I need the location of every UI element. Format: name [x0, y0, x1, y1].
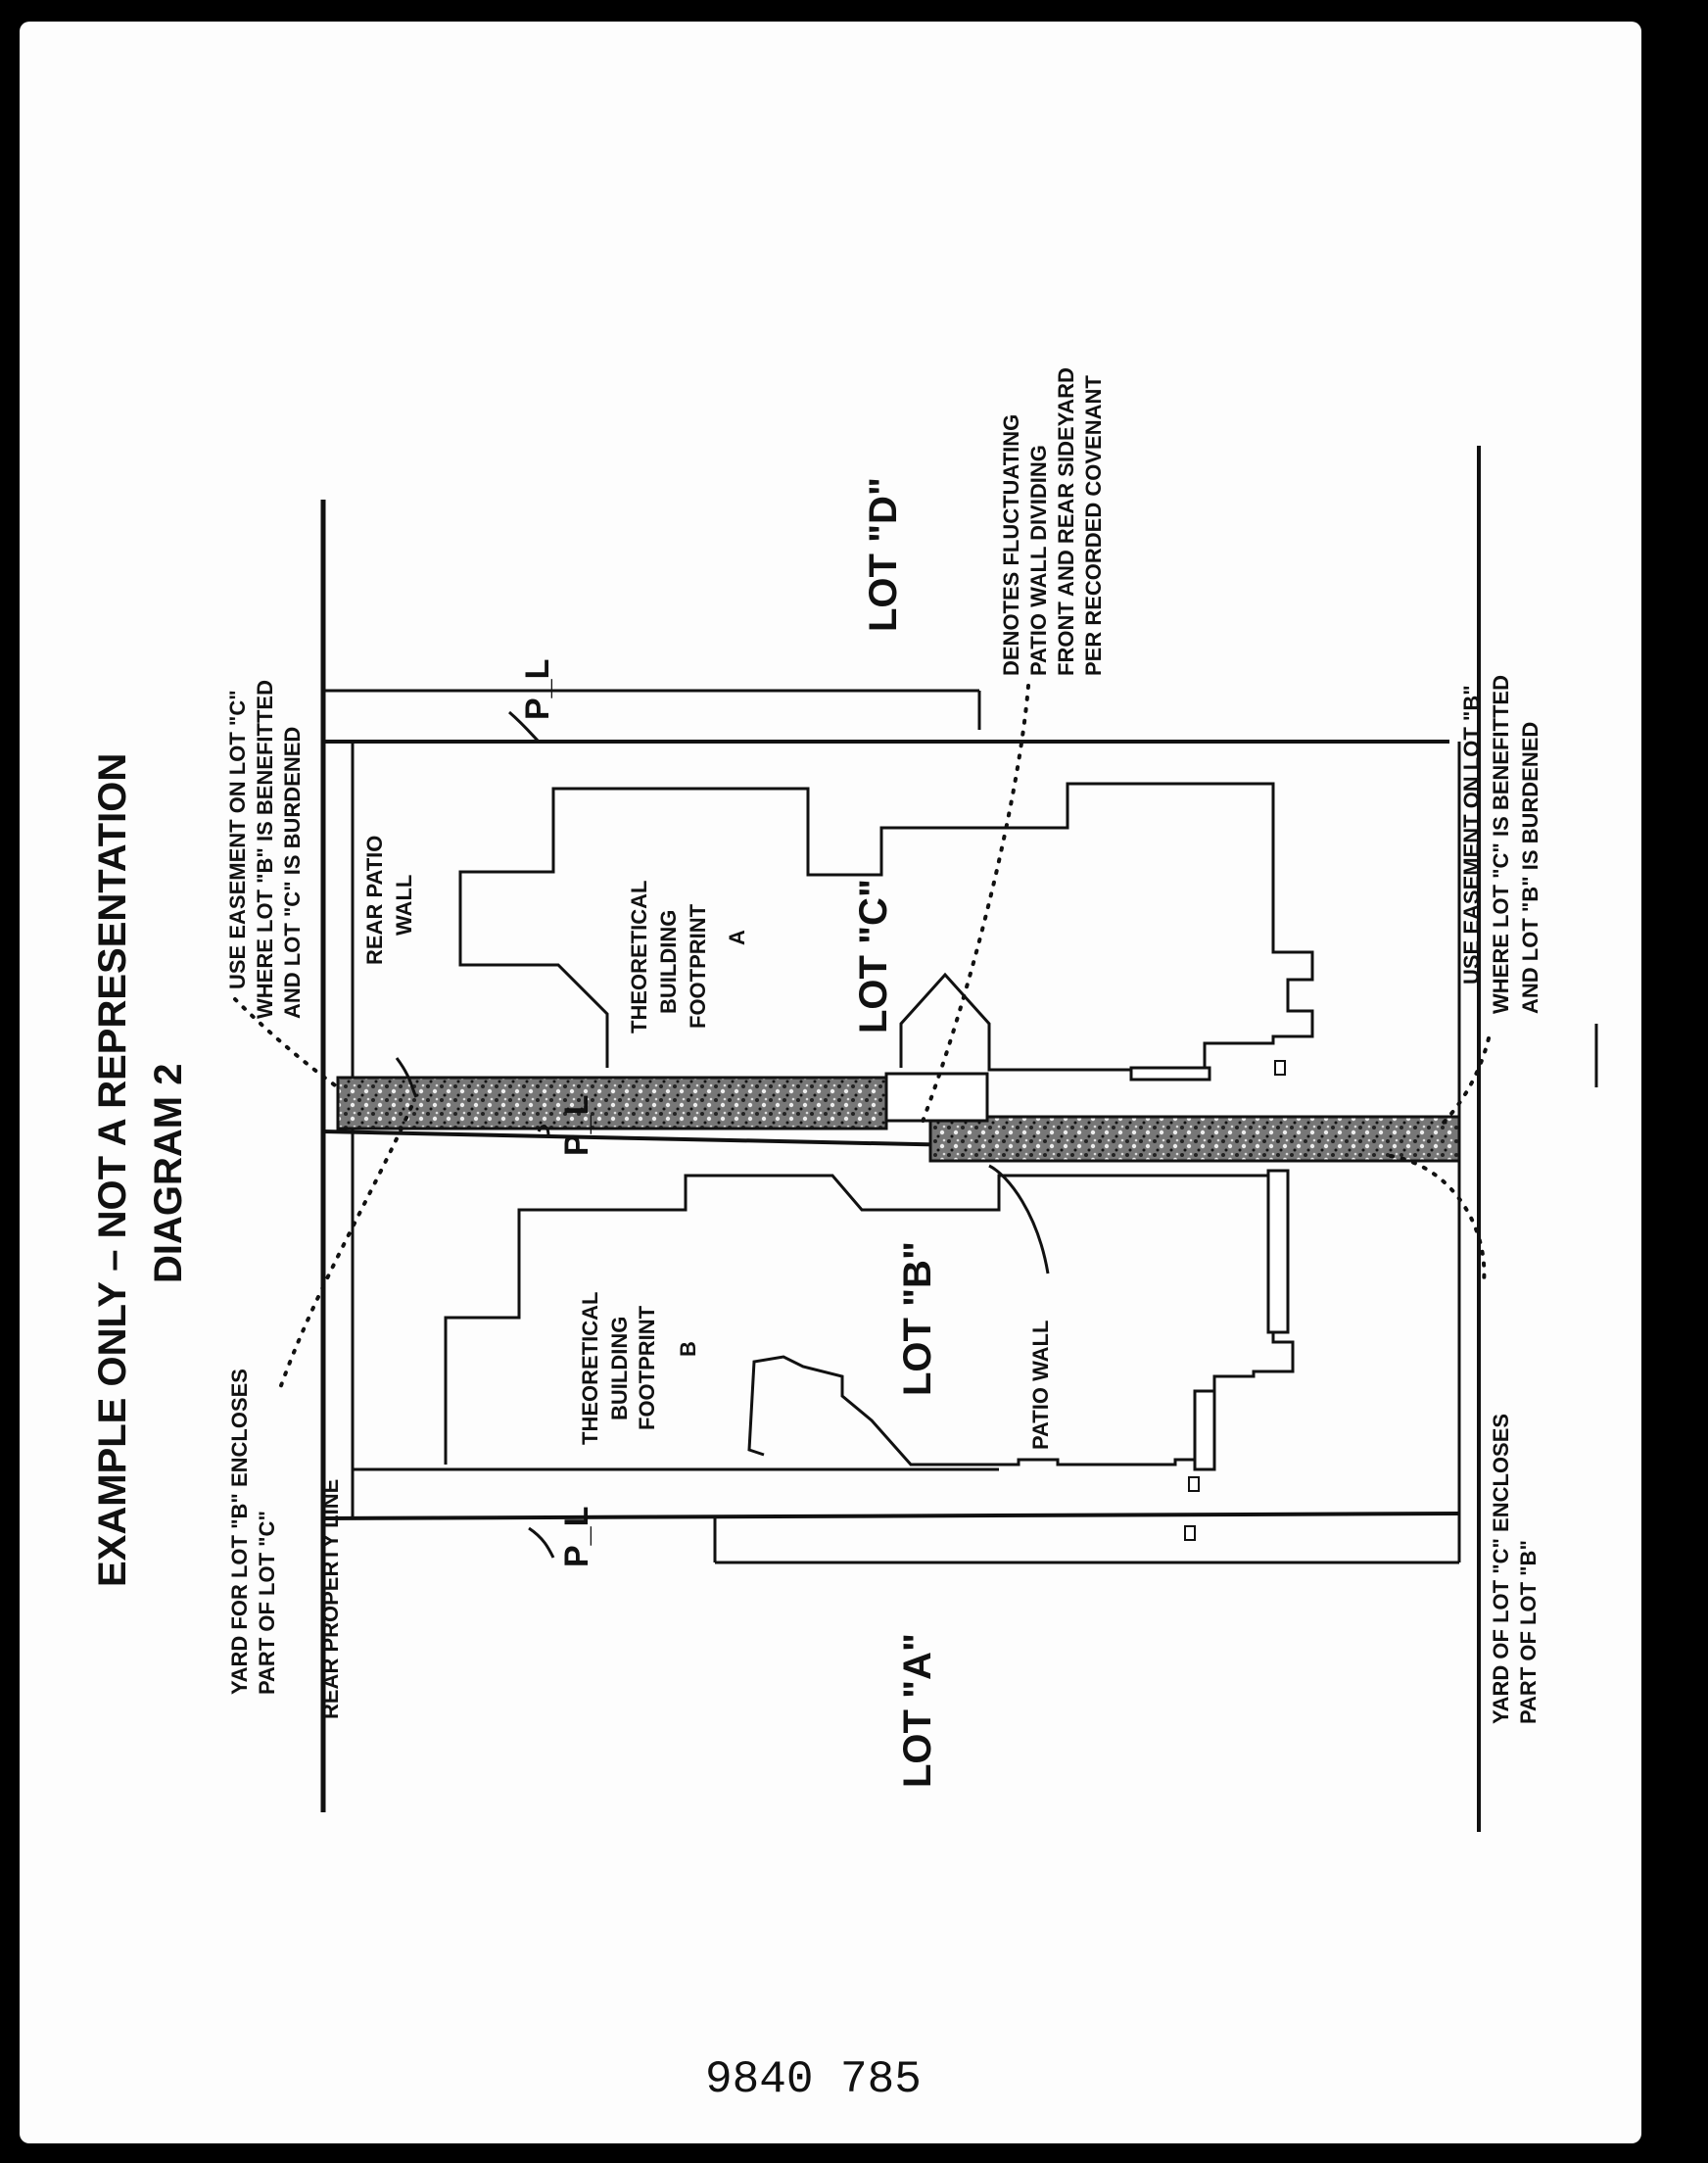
lot-line-a-b — [323, 1514, 1459, 1518]
lot-d-label: LOT "D" — [862, 477, 905, 632]
yard-c-encloses-label — [1489, 1414, 1541, 1724]
svg-text:PART OF LOT "B": PART OF LOT "B" — [1516, 1540, 1541, 1724]
easement-on-lot-c-label — [225, 680, 305, 1019]
title-line-2: DIAGRAM 2 — [147, 1063, 190, 1283]
svg-text:PART OF LOT "C": PART OF LOT "C" — [255, 1511, 279, 1695]
leader-lines — [235, 686, 1489, 1391]
svg-text:YARD OF LOT "C" ENCLOSES: YARD OF LOT "C" ENCLOSES — [1489, 1413, 1513, 1724]
svg-text:WALL: WALL — [392, 874, 416, 936]
diagram-title — [91, 753, 190, 1587]
lot-a-label: LOT "A" — [896, 1633, 939, 1788]
svg-text:USE EASEMENT ON LOT "B": USE EASEMENT ON LOT "B" — [1459, 685, 1484, 985]
footprint-b-outline — [446, 1176, 1293, 1465]
svg-text:THEORETICAL: THEORETICAL — [578, 1291, 602, 1445]
svg-text:BUILDING: BUILDING — [607, 1316, 632, 1420]
footprint-a-label — [627, 881, 749, 1033]
svg-text:YARD FOR LOT "B" ENCLOSES: YARD FOR LOT "B" ENCLOSES — [227, 1369, 252, 1695]
svg-text:A: A — [725, 930, 749, 945]
svg-text:FOOTPRINT: FOOTPRINT — [686, 903, 710, 1029]
rear-patio-wall-label — [362, 836, 416, 965]
svg-text:REAR PATIO: REAR PATIO — [362, 835, 387, 965]
footprint-b-label — [578, 1292, 700, 1445]
page-number: 9840 785 — [705, 2054, 922, 2105]
pl-marker-middle: P_L — [558, 1094, 595, 1156]
fluctuating-wall-note — [999, 367, 1106, 676]
yard-b-encloses-label — [227, 1369, 279, 1695]
rear-property-line-label: REAR PROPERTY LINE — [318, 1478, 343, 1719]
easement-on-lot-b-label — [1459, 675, 1542, 1014]
patio-wall-label: PATIO WALL — [1028, 1320, 1053, 1450]
svg-text:FOOTPRINT: FOOTPRINT — [635, 1305, 659, 1430]
title-line-1: EXAMPLE ONLY – NOT A REPRESENTATION — [91, 752, 134, 1587]
svg-text:WHERE LOT "C" IS BENEFITTED: WHERE LOT "C" IS BENEFITTED — [1489, 675, 1513, 1014]
svg-text:THEORETICAL: THEORETICAL — [627, 880, 651, 1033]
pl-marker-top: P_L — [519, 658, 556, 720]
svg-text:FRONT AND REAR SIDEYARD: FRONT AND REAR SIDEYARD — [1054, 367, 1078, 676]
lot-b-label: LOT "B" — [896, 1241, 939, 1396]
easement-strip-lot-c — [338, 1078, 886, 1129]
svg-text:PER RECORDED COVENANT: PER RECORDED COVENANT — [1081, 375, 1106, 676]
svg-text:DENOTES FLUCTUATING: DENOTES FLUCTUATING — [999, 413, 1023, 676]
svg-text:AND LOT "B" IS BURDENED: AND LOT "B" IS BURDENED — [1518, 721, 1542, 1014]
svg-text:USE EASEMENT ON LOT "C": USE EASEMENT ON LOT "C" — [225, 690, 250, 989]
lot-c-label: LOT "C" — [852, 879, 895, 1033]
easement-strip-lot-b — [930, 1117, 1459, 1161]
svg-text:PATIO WALL DIVIDING: PATIO WALL DIVIDING — [1026, 445, 1051, 676]
pl-marker-bottom: P_L — [558, 1506, 595, 1567]
svg-text:B: B — [676, 1341, 700, 1357]
svg-text:AND LOT "C" IS BURDENED: AND LOT "C" IS BURDENED — [280, 726, 305, 1019]
svg-text:WHERE LOT "B" IS BENEFITTED: WHERE LOT "B" IS BENEFITTED — [253, 680, 277, 1019]
svg-text:BUILDING: BUILDING — [656, 909, 681, 1014]
